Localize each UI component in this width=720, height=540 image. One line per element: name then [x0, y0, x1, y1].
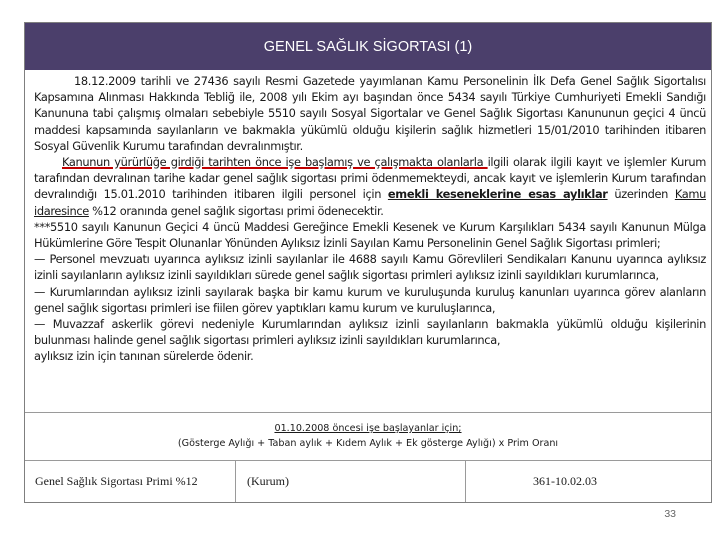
bold-underlined-text: emekli keseneklerine esas aylıklar — [387, 187, 608, 202]
premium-label: Genel Sağlık Sigortası Primi %12 — [35, 473, 198, 488]
paragraph-2 — [34, 154, 706, 219]
red-underlined-text: Kanunun yürürlüğe girdiği tarihten önce işe başlamış ve çalışmakta olanlarla — [62, 155, 488, 170]
slide-frame — [24, 22, 712, 503]
body-text — [34, 73, 706, 365]
premium-payer: (Kurum) — [247, 473, 289, 488]
paragraph-4: — Personel mevzuatı uyarınca aylıksız izinli sayılanlar ile 4688 sayılı Kamu Görevlileri Sendikaları Kanunu uyarınca aylıksız izinli sayılanların aylıksız izinli sayıldıkları sürede genel sağlık sigortası primleri aylıksız izinli sayıldıkları kurumlarınca, — [34, 252, 706, 283]
formula-heading: 01.10.2008 öncesi işe başlayanlar için; — [274, 423, 462, 434]
paragraph-6: — Muvazzaf askerlik görevi nedeniyle Kurumlarından aylıksız izinli sayılanların bakmakla yükümlü olduğu kişilerinin bulunması halinde genel sağlık sigortası primleri aylıksız izinli sayıldıkları kurumlarınca, — [34, 317, 706, 348]
page-number: 33 — [664, 508, 676, 520]
formula-expression: (Gösterge Aylığı + Taban aylık + Kıdem Aylık + Ek gösterge Aylığı) x Prim Oranı — [177, 438, 559, 449]
paragraph-2-text-b: üzerinden — [607, 187, 675, 202]
paragraph-2-text-a: ilgili olarak ilgili kayıt ve işlemler Kurum tarafından devralınan tarihe kadar genel sağlık sigortası primi ödenmemekteydi, ancak kayıt ve işlemlerin Kurum tarafından devralındığı 15.01.2010 tarihinden itibaren ilgili personel için — [34, 155, 706, 202]
slide-title: GENEL SAĞLIK SİGORTASI (1) — [263, 38, 473, 55]
paragraph-2-text-c: %12 oranında genel sağlık sigortası primi ödenecektir. — [88, 203, 384, 218]
divider-top — [25, 412, 711, 413]
underlined-text: Kamu idaresince — [34, 187, 707, 218]
paragraph-7: aylıksız izin için tanınan sürelerde ödenir. — [34, 349, 254, 364]
cell-divider — [235, 460, 236, 502]
paragraph-3: ***5510 sayılı Kanunun Geçici 4 üncü Maddesi Gereğince Emekli Kesenek ve Kurum Karşılıkları 5434 sayılı Kanunun Mülga Hükümlerine Göre Tespit Olunanlar Yönünden Aylıksız İzinli Sayılan Kamu Personelinin Genel Sağlık Sigortası primleri; — [34, 219, 706, 251]
paragraph-1: 18.12.2009 tarihli ve 27436 sayılı Resmi Gazetede yayımlanan Kamu Personelinin İlk Defa Genel Sağlık Sigortalısı Kapsamına Alınması Hakkında Tebliğ ile, 2008 yılı Ekim ayı başından önce 5434 sayılı Türkiye Cumhuriyeti Emekli Sandığı Kanununa tabi çalışmış olmaları sebebiyle 5510 sayılı Sosyal Sigortalar ve Genel Sağlık Sigortası Kanununun geçici 4 üncü maddesi kapsamında sayılanların ve bakmakla yükümlü olduğu kişilerin sağlık hizmetleri 15/01/2010 tarihinden itibaren Sosyal Güvenlik Kurumu tarafından devralınmıştır. — [34, 74, 706, 153]
cell-divider — [465, 460, 466, 502]
premium-code: 361-10.02.03 — [533, 473, 597, 488]
formula-box — [25, 421, 711, 451]
premium-table-row — [25, 460, 711, 502]
title-bar — [25, 23, 711, 70]
paragraph-5: — Kurumlarından aylıksız izinli sayılarak başka bir kamu kurum ve kuruluşunda kuruluş kanunları uyarınca görev alanların genel sağlık sigortası primleri ise fiilen görev yaptıkları kamu kurum ve kuruluşlarınca, — [34, 284, 706, 315]
